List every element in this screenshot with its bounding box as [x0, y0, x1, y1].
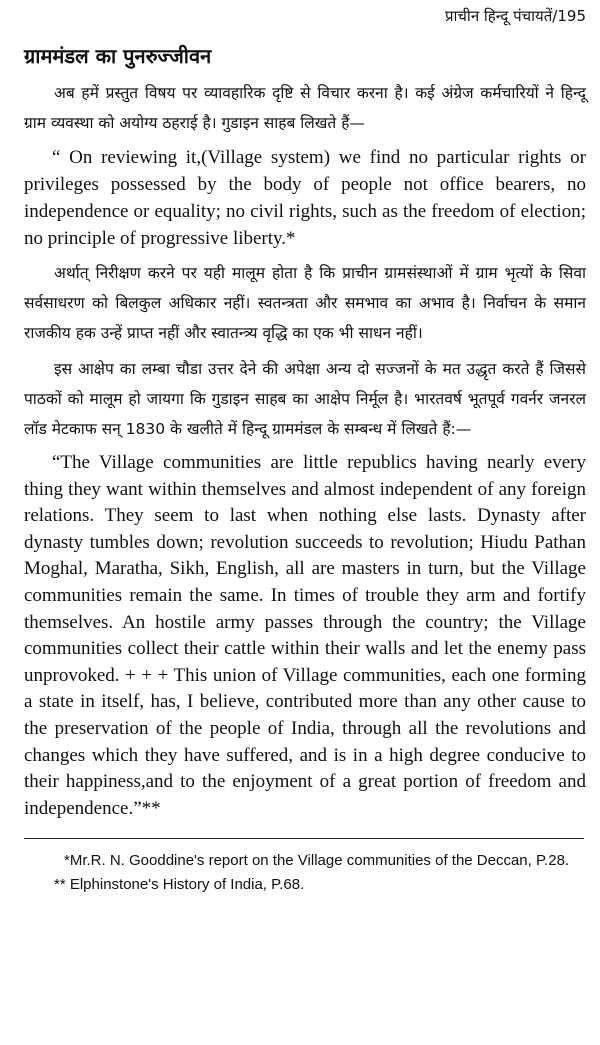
footnote-2: ** Elphinstone's History of India, P.68.	[54, 876, 305, 894]
paragraph-explanation: अर्थात् निरीक्षण करने पर यही मालूम होता है कि प्राचीन ग्रामसंस्थाओं में ग्राम भृत्यों के सिवा सर्वसाधरण को बिलकुल अधिकार नहीं। स्वतन्त्रता और समभाव का अभाव है। निर्वाचन के समान राजकीय हक उन्हें प्राप्त नहीं और स्वातन्त्र्य वृद्धि का एक भी साधन नहीं।	[24, 264, 586, 342]
footnote-1: *Mr.R. N. Gooddine's report on the Village communities of the Deccan, P.28.	[64, 852, 570, 870]
paragraph-intro: अब हमें प्रस्तुत विषय पर व्यावहारिक दृष्टि से विचार करना है। कई अंग्रेज कर्मचारियों ने हिन्दू ग्राम व्यवस्था को अयोग्य ठहराई है। गुडाइन साहब लिखते हैं—	[24, 84, 586, 132]
footnote-divider	[24, 838, 584, 839]
section-heading: ग्राममंडल का पुनरुज्जीवन	[24, 44, 212, 68]
quote-metcalfe: “The Village communities are little republics having nearly every thing they want within themselves and almost independent of any foreign relations. They seem to last when nothing else lasts. Dynasty after dynasty tumbles down; revolution succeeds to revolution; Hiudu Pathan Moghal, Maratha, Sikh, English, all are masters in turn, but the Village communities remain the same. In times of trouble they arm and fortify themselves. An hostile army passes through the country; the Village communities collect their cattle within their walls and let the enemy pass unprovoked. + + + This union of Village communities, each one forming a state in itself, has, I believe, contributed more than any other cause to the preservation of the people of India, through all the revolutions and changes which they have suffered, and is in a high degree conducive to their happiness,and to the enjoyment of a great portion of freedom and independence.”**	[24, 452, 586, 819]
quote-gooddine: “ On reviewing it,(Village system) we find no particular rights or privileges possessed by the body of people not office bearers, no independence or equality; no civil rights, such as the freedom of election; no principle of progressive liberty.*	[24, 147, 586, 249]
paragraph-response: इस आक्षेप का लम्बा चौडा उत्तर देने की अपेक्षा अन्य दो सज्जनों के मत उद्धृत करते हैं जिससे पाठकों को मालूम हो जायगा कि गुडाइन साहब का आक्षेप निर्मूल है। भारतवर्ष भूतपूर्व गवर्नर जनरल लॉड मेटकाफ सन् 1830 के खलीते में हिन्दू ग्राममंडल के सम्बन्ध में लिखते हैं:—	[24, 360, 586, 438]
running-header: प्राचीन हिन्दू पंचायतें/195	[444, 7, 586, 25]
